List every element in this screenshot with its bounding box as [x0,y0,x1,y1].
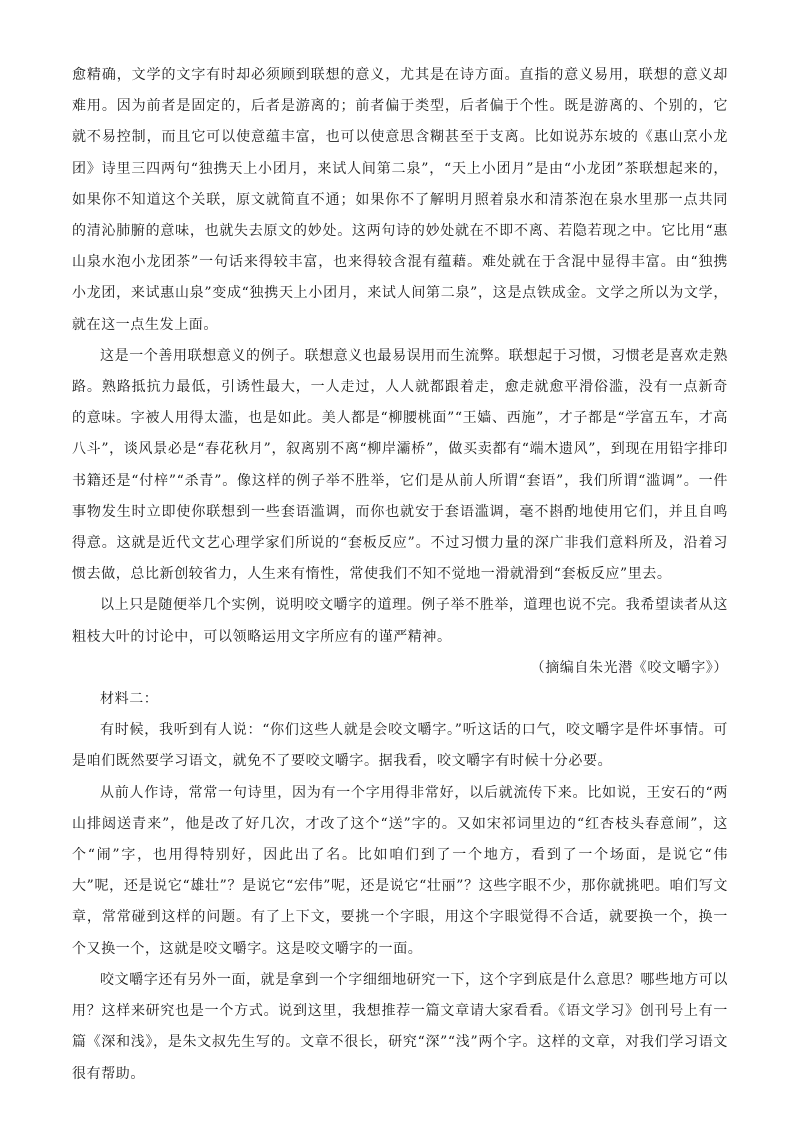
paragraph-3: 以上只是随便举几个实例，说明咬文嚼字的道理。例子举不胜举，道理也说不完。我希望读者从这粗枝大叶的讨论中，可以领略运用文字所应有的谨严精神。 [72,597,728,645]
document-body [72,60,728,1090]
paragraph-1: 愈精确，文学的文字有时却必须顾到联想的意义，尤其是在诗方面。直指的意义易用，联想的意义却难用。因为前者是固定的，后者是游离的；前者偏于类型，后者偏于个性。既是游离的、个别的，它就不易控制，而且它可以使意蕴丰富，也可以使意思含糊甚至于支离。比如说苏东坡的《惠山烹小龙团》诗里三四两句“独携天上小团月，来试人间第二泉”，“天上小团月”是由“小龙团”茶联想起来的，如果你不知道这个关联，原文就简直不通；如果你不了解明月照着泉水和清茶泡在泉水里那一点共同的清沁肺腑的意味，也就失去原文的妙处。这两句诗的妙处就在不即不离、若隐若现之中。它比用“惠山泉水泡小龙团茶”一句话来得较丰富，也来得较含混有蕴藉。难处就在于含混中显得丰富。由“独携小龙团，来试惠山泉”变成“独携天上小团月，来试人间第二泉”，这是点铁成金。文学之所以为文学，就在这一点生发上面。 [72,67,728,333]
material-paragraph-2: 从前人作诗，常常一句诗里，因为有一个字用得非常好，以后就流传下来。比如说，王安石的“两山排闼送青来”，他是改了好几次，才改了这个“送”字的。又如宋祁词里边的“红杏枝头春意闹”，这个“闹”字，也用得特别好，因此出了名。比如咱们到了一个地方，看到了一个场面，是说它“伟大”呢，还是说它“雄壮”？是说它“宏伟”呢，还是说它“壮丽”？这些字眼不少，那你就挑吧。咱们写文章，常常碰到这样的问题。有了上下文，要挑一个字眼，用这个字眼觉得不合适，就要换一个，换一个又换一个，这就是咬文嚼字。这是咬文嚼字的一面。 [72,784,728,957]
paragraph-2: 这是一个善用联想意义的例子。联想意义也最易误用而生流弊。联想起于习惯，习惯老是喜欢走熟路。熟路抵抗力最低，引诱性最大，一人走过，人人就都跟着走，愈走就愈平滑俗滥，没有一点新奇的意味。字被人用得太滥，也是如此。美人都是“柳腰桃面”“王嫱、西施”，才子都是“学富五车，才高八斗”，谈风景必是“春花秋月”，叙离别不离“柳岸灞桥”，做买卖都有“端木遗风”，到现在用铅字排印书籍还是“付梓”“杀青”。像这样的例子举不胜举，它们是从前人所谓“套语”，我们所谓“滥调”。一件事物发生时立即使你联想到一些套语滥调，而你也就安于套语滥调，毫不斟酌地使用它们，并且自鸣得意。这就是近代文艺心理学家们所说的“套板反应”。不过习惯力量的深广非我们意料所及，沿着习惯去做，总比新创较省力，人生来有惰性，常使我们不知不觉地一滑就滑到“套板反应”里去。 [72,347,728,583]
material-two-label: 材料二： [100,691,159,708]
material-paragraph-3: 咬文嚼字还有另外一面，就是拿到一个字细细地研究一下，这个字到底是什么意思？哪些地方可以用？这样来研究也是一个方式。说到这里，我想推荐一篇文章请大家看看。《语文学习》创刊号上有一篇《深和浅》，是朱文叔先生写的。文章不很长，研究“深”“浅”两个字。这样的文章，对我们学习语文很有帮助。 [72,971,728,1082]
material-paragraph-1: 有时候，我听到有人说：“你们这些人就是会咬文嚼字。”听这话的口气，咬文嚼字是件坏事情。可是咱们既然要学习语文，就免不了要咬文嚼字。据我看，咬文嚼字有时候十分必要。 [72,722,728,770]
source-citation: （摘编自朱光潜《咬文嚼字》） [530,659,728,676]
